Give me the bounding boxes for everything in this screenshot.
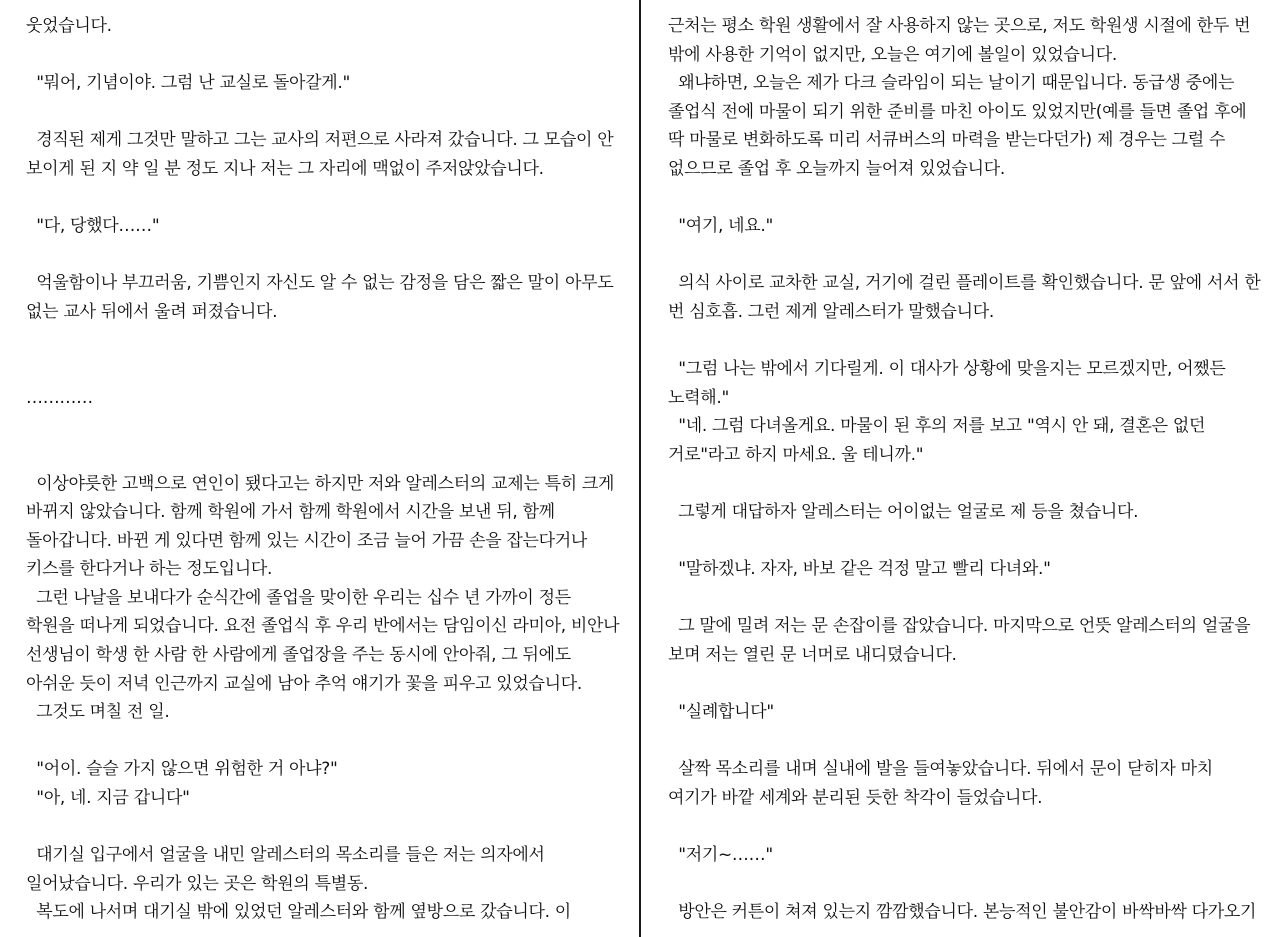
right-column-line bbox=[668, 870, 1262, 899]
right-column-line bbox=[668, 813, 1262, 842]
left-column-line: "어이. 슬슬 가지 않으면 위험한 거 아냐?" bbox=[26, 759, 338, 780]
left-column-line: 키스를 한다거나 하는 정도입니다. bbox=[26, 559, 273, 580]
right-column-line: 근처는 평소 학원 생활에서 잘 사용하지 않는 곳으로, 저도 학원생 시절에 한두 번 bbox=[668, 16, 1251, 36]
right-column-line: 방안은 커튼이 쳐져 있는지 깜깜했습니다. 본능적인 불안감이 바싹바싹 다가오기 bbox=[668, 902, 1257, 923]
left-column-line: 일어났습니다. 우리가 있는 곳은 학원의 특별동. bbox=[26, 873, 369, 894]
column-divider bbox=[639, 0, 641, 937]
right-column-line bbox=[668, 527, 1262, 556]
right-column-line bbox=[668, 727, 1262, 756]
left-column-line bbox=[26, 41, 616, 70]
left-column-line bbox=[26, 355, 616, 384]
left-column-line: 이상야릇한 고백으로 연인이 됐다고는 하지만 저와 알레스터의 교제는 특히 크게 bbox=[26, 473, 615, 494]
right-column-line: "네. 그럼 다녀올게요. 마물이 된 후의 저를 보고 "역시 안 돼, 결혼은 없던 bbox=[668, 416, 1206, 437]
right-column-line: 여기가 바깥 세계와 분리된 듯한 착각이 들었습니다. bbox=[668, 788, 1043, 809]
right-column-line bbox=[668, 327, 1262, 356]
left-column-line: 돌아갑니다. 바뀐 게 있다면 함께 있는 시간이 조금 늘어 가끔 손을 잡는다거나 bbox=[26, 530, 588, 551]
left-column-line bbox=[26, 327, 616, 356]
left-column-line bbox=[26, 813, 616, 842]
left-column-line: 그런 나날을 보내다가 순식간에 졸업을 맞이한 우리는 십수 년 가까이 정든 bbox=[26, 587, 571, 608]
right-column-line: 거로"라고 하지 마세요. 울 테니까." bbox=[668, 444, 924, 465]
left-column-line bbox=[26, 98, 616, 127]
left-column-line bbox=[26, 441, 616, 470]
right-column-line: 그렇게 대답하자 알레스터는 어이없는 얼굴로 제 등을 쳤습니다. bbox=[668, 502, 1139, 523]
left-column-line: "뭐어, 기념이야. 그럼 난 교실로 돌아갈게." bbox=[26, 73, 351, 94]
right-column-line: "그럼 나는 밖에서 기다릴게. 이 대사가 상황에 맞을지는 모르겠지만, 어쨌든 bbox=[668, 359, 1226, 380]
right-column-line: 번 심호흡. 그런 제게 알레스터가 말했습니다. bbox=[668, 301, 994, 322]
right-column-line: 의식 사이로 교차한 교실, 거기에 걸린 플레이트를 확인했습니다. 문 앞에 서서 한 bbox=[668, 273, 1261, 294]
right-text-column bbox=[668, 12, 1262, 927]
right-column-line: 보며 저는 열린 문 너머로 내디뎠습니다. bbox=[668, 645, 957, 666]
left-column-line: 억울함이나 부끄러움, 기쁨인지 자신도 알 수 없는 감정을 담은 짧은 말이 아무도 bbox=[26, 273, 614, 294]
left-column-line: 바뀌지 않았습니다. 함께 학원에 가서 함께 학원에서 시간을 보낸 뒤, 함께 bbox=[26, 502, 555, 523]
left-column-line: 그것도 며칠 전 일. bbox=[26, 702, 170, 723]
right-column-line: 살짝 목소리를 내며 실내에 발을 들여놓았습니다. 뒤에서 문이 닫히자 마치 bbox=[668, 759, 1213, 780]
right-column-line: 그 말에 밀려 저는 문 손잡이를 잡았습니다. 마지막으로 언뜻 알레스터의 얼굴을 bbox=[668, 616, 1251, 637]
left-column-line: 대기실 입구에서 얼굴을 내민 알레스터의 목소리를 들은 저는 의자에서 bbox=[26, 845, 545, 866]
left-column-line: 경직된 제게 그것만 말하고 그는 교사의 저편으로 사라져 갔습니다. 그 모습이 안 bbox=[26, 130, 614, 151]
left-column-line: 보이게 된 지 약 일 분 정도 지나 저는 그 자리에 맥없이 주저앉았습니다. bbox=[26, 158, 544, 179]
left-column-line bbox=[26, 412, 616, 441]
right-column-line: "말하겠냐. 자자, 바보 같은 걱정 말고 빨리 다녀와." bbox=[668, 559, 1051, 580]
right-column-line bbox=[668, 241, 1262, 270]
left-column-line bbox=[26, 241, 616, 270]
right-column-line: 왜냐하면, 오늘은 제가 다크 슬라임이 되는 날이기 때문입니다. 동급생 중에는 bbox=[668, 73, 1235, 94]
left-column-line: 복도에 나서며 대기실 밖에 있었던 알레스터와 함께 옆방으로 갔습니다. 이 bbox=[26, 902, 571, 923]
left-column-line: ………… bbox=[26, 387, 93, 408]
right-column-line: 밖에 사용한 기억이 없지만, 오늘은 여기에 볼일이 있었습니다. bbox=[668, 44, 1117, 65]
right-column-line bbox=[668, 470, 1262, 499]
right-column-line: 딱 마물로 변화하도록 미리 서큐버스의 마력을 받는다던가) 제 경우는 그럴 수 bbox=[668, 130, 1226, 151]
right-column-line bbox=[668, 670, 1262, 699]
left-column-line: "아, 네. 지금 갑니다" bbox=[26, 788, 190, 809]
left-column-line: "다, 당했다……" bbox=[26, 216, 160, 237]
left-column-line bbox=[26, 727, 616, 756]
left-column-line: 학원을 떠나게 되었습니다. 요전 졸업식 후 우리 반에서는 담임이신 라미아, 비안나 bbox=[26, 616, 620, 637]
left-column-line: 없는 교사 뒤에서 울려 퍼졌습니다. bbox=[26, 301, 278, 322]
right-column-line: "저기~……" bbox=[668, 845, 773, 866]
left-column-line: 선생님이 학생 한 사람 한 사람에게 졸업장을 주는 동시에 안아줘, 그 뒤에도 bbox=[26, 645, 571, 666]
right-column-line: "여기, 네요." bbox=[668, 216, 774, 237]
right-column-line: 노력해." bbox=[668, 387, 729, 408]
right-column-line: 졸업식 전에 마물이 되기 위한 준비를 마친 아이도 있었지만(예를 들면 졸업 후에 bbox=[668, 101, 1247, 122]
left-column-line bbox=[26, 184, 616, 213]
right-column-line: 없으므로 졸업 후 오늘까지 늘어져 있었습니다. bbox=[668, 158, 1005, 179]
right-column-line: "실례합니다" bbox=[668, 702, 774, 723]
right-column-line bbox=[668, 184, 1262, 213]
left-column-line: 웃었습니다. bbox=[26, 16, 112, 36]
right-column-line bbox=[668, 584, 1262, 613]
left-column-line: 아쉬운 듯이 저녁 인근까지 교실에 남아 추억 얘기가 꽃을 피우고 있었습니다. bbox=[26, 673, 582, 694]
left-text-column bbox=[26, 12, 620, 927]
